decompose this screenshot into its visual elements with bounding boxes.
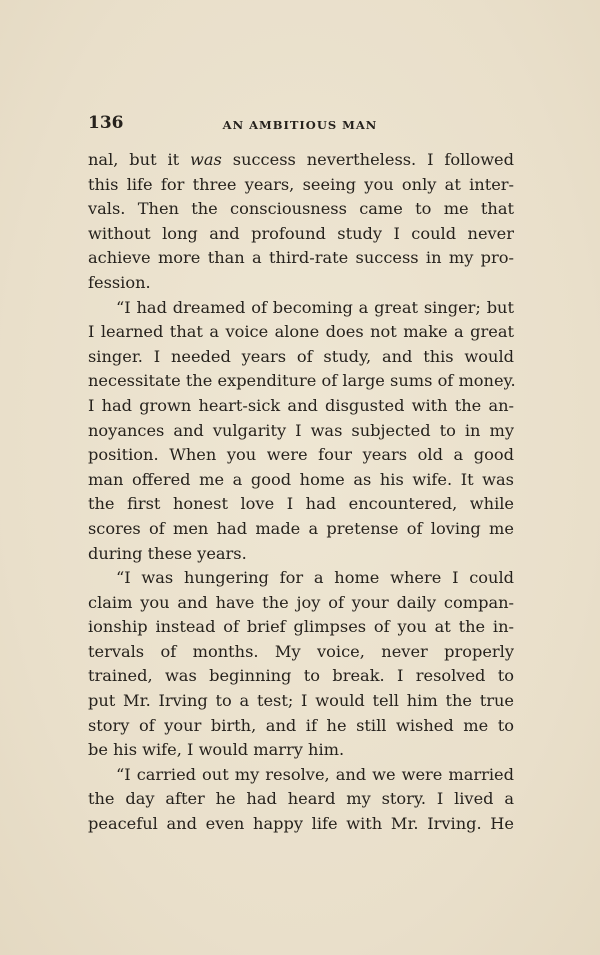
text-line [88,640,514,665]
text-line [88,787,514,812]
text-line [88,419,514,444]
text-line [88,271,514,296]
text-segment: peaceful and even happy life with Mr. Irving. He [88,814,514,834]
text-line [88,369,514,394]
text-segment: “I was hungering for a home where I could [116,568,514,588]
text-line [88,517,514,542]
text-line [88,566,514,591]
text-line [88,615,514,640]
text-segment: vals. Then the consciousness came to me that [88,199,514,219]
body-text [88,148,514,837]
text-segment: trained, was beginning to break. I resolved to [88,666,514,686]
text-line [88,763,514,788]
text-segment: tervals of months. My voice, never properly [88,641,514,661]
text-segment: I learned that a voice alone does not make a great [88,322,514,342]
text-segment: put Mr. Irving to a test; I would tell him the true [88,691,514,711]
text-line [88,148,514,173]
text-line [88,345,514,370]
text-segment: be his wife, I would marry him. [88,740,345,760]
text-segment: this life for three years, seeing you only at inter- [88,174,514,194]
text-segment: story of your birth, and if he still wished me to [88,715,514,735]
text-line [88,664,514,689]
text-segment: fession. [88,272,151,292]
text-segment: “I carried out my resolve, and we were married [116,764,514,784]
text-segment: “I had dreamed of becoming a great singer; but [116,297,514,317]
text-line [88,738,514,763]
text-segment: success nevertheless. I followed [221,150,515,169]
text-segment: I had grown heart-sick and disgusted with the an- [88,395,514,415]
text-line [88,443,514,468]
text-segment: position. When you were four years old a good [88,445,514,465]
text-segment: achieve more than a third-rate success in my pro- [88,248,514,268]
text-line [88,394,514,419]
running-title: AN AMBITIOUS MAN [222,118,378,132]
text-line [88,492,514,517]
text-segment: noyances and vulgarity I was subjected to in my [88,420,514,440]
text-line [88,812,514,837]
text-line [88,222,514,247]
text-line [88,197,514,222]
text-line [88,320,514,345]
text-segment: the day after he had heard my story. I lived a [88,789,514,809]
text-segment: the first honest love I had encountered, while [88,494,514,514]
text-line [88,296,514,321]
italic-word: was [190,150,222,169]
text-segment: without long and profound study I could never [88,223,514,243]
text-line [88,689,514,714]
text-segment: singer. I needed years of study, and this would [88,346,514,366]
page-number: 136 [88,113,124,133]
text-line [88,468,514,493]
text-line [88,714,514,739]
text-segment: during these years. [88,543,247,563]
text-segment: claim you and have the joy of your daily compan- [88,592,514,612]
text-line [88,173,514,198]
text-segment: ionship instead of brief glimpses of you at the in- [88,617,514,637]
text-segment: scores of men had made a pretense of loving me [88,518,514,538]
text-segment: nal, but it [88,150,191,169]
text-segment: necessitate the expenditure of large sums of money. [88,371,516,391]
text-line [88,542,514,567]
text-line [88,246,514,271]
text-segment: man offered me a good home as his wife. It was [88,469,514,489]
text-line [88,591,514,616]
